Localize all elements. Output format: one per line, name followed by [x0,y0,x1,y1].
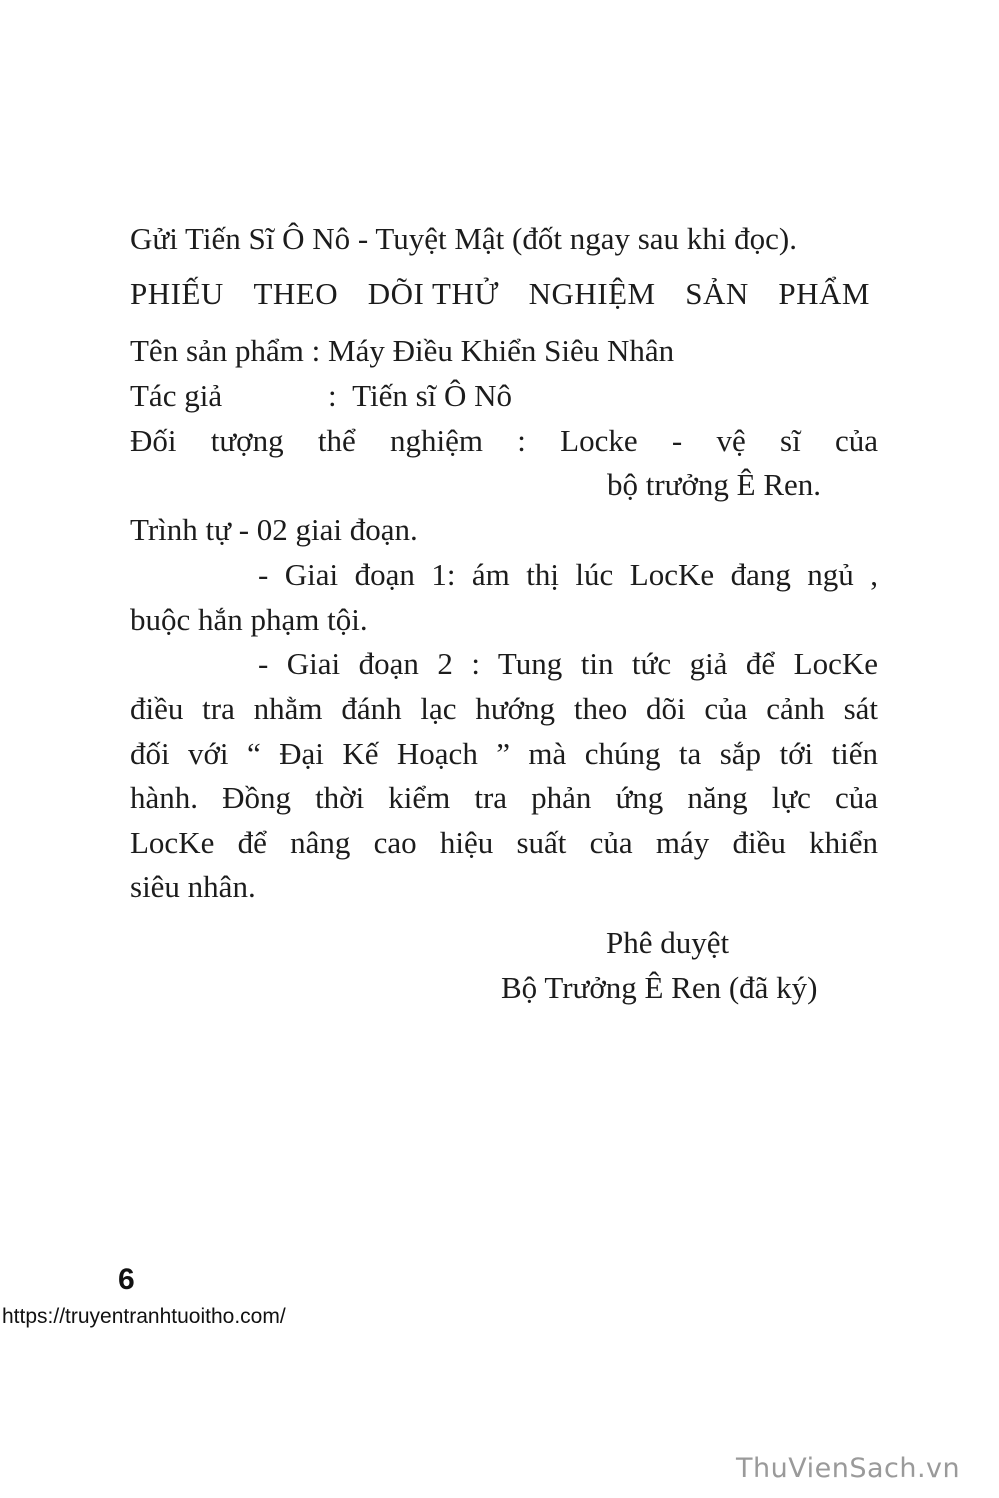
stage1-line2: buộc hắn phạm tội. [130,602,368,637]
stage1-line1: - Giai đoạn 1: ám thị lúc LocKe đang ngủ , [258,557,878,592]
field-author-value: Tiến sĩ Ô Nô [352,378,513,413]
title-word: PHẨM [778,276,870,311]
title-word: NGHIỆM [528,276,656,311]
word: - [671,423,683,458]
field-separator: : [328,378,353,413]
word: vệ [716,423,746,458]
word: thể [317,423,356,458]
form-title [130,271,870,316]
field-separator: : [311,333,329,368]
word: Đối [130,423,177,458]
stage2-line5: LocKe để nâng cao hiệu suất của máy điều khiển [130,825,878,860]
field-author-label: Tác giả [130,378,223,413]
title-word: DÕI THỬ [367,276,499,311]
title-word: SẢN [685,276,749,311]
word: nghiệm [389,423,483,458]
word: tượng [210,423,284,458]
approval-signer: Bộ Trưởng Ê Ren (đã ký) [501,970,818,1005]
word: sĩ [780,423,801,458]
stage2-line4: hành. Đồng thời kiểm tra phản ứng năng lực của [130,780,878,815]
title-word: THEO [253,276,339,311]
word: của [834,423,878,458]
source-url[interactable]: https://truyentranhtuoitho.com/ [2,1305,286,1328]
stage2-line1: - Giai đoạn 2 : Tung tin tức giả để LocKe [258,646,878,681]
field-product-label: Tên sản phẩm [130,333,304,368]
title-word: PHIẾU [130,276,224,311]
field-product-value: Máy Điều Khiển Siêu Nhân [328,333,675,368]
word: Locke [560,423,638,458]
watermark-logo: ThuVienSach.vn [736,1453,961,1484]
page-number: 6 [118,1263,135,1296]
field-author [130,373,512,418]
stage2-line6: siêu nhân. [130,869,256,904]
stage2-line2: điều tra nhằm đánh lạc hướng theo dõi của cảnh sát [130,691,878,726]
stage2-line3: đối với “ Đại Kế Hoạch ” mà chúng ta sắp tới tiến [130,736,878,771]
field-subject-line2: bộ trưởng Ê Ren. [607,467,822,502]
header-line: Gửi Tiến Sĩ Ô Nô - Tuyệt Mật (đốt ngay sau khi đọc). [130,221,797,256]
field-product [130,328,674,373]
procedure-intro: Trình tự - 02 giai đoạn. [130,512,418,547]
field-subject-line1 [130,418,878,463]
word: : [517,423,526,458]
approval-label: Phê duyệt [606,925,730,960]
